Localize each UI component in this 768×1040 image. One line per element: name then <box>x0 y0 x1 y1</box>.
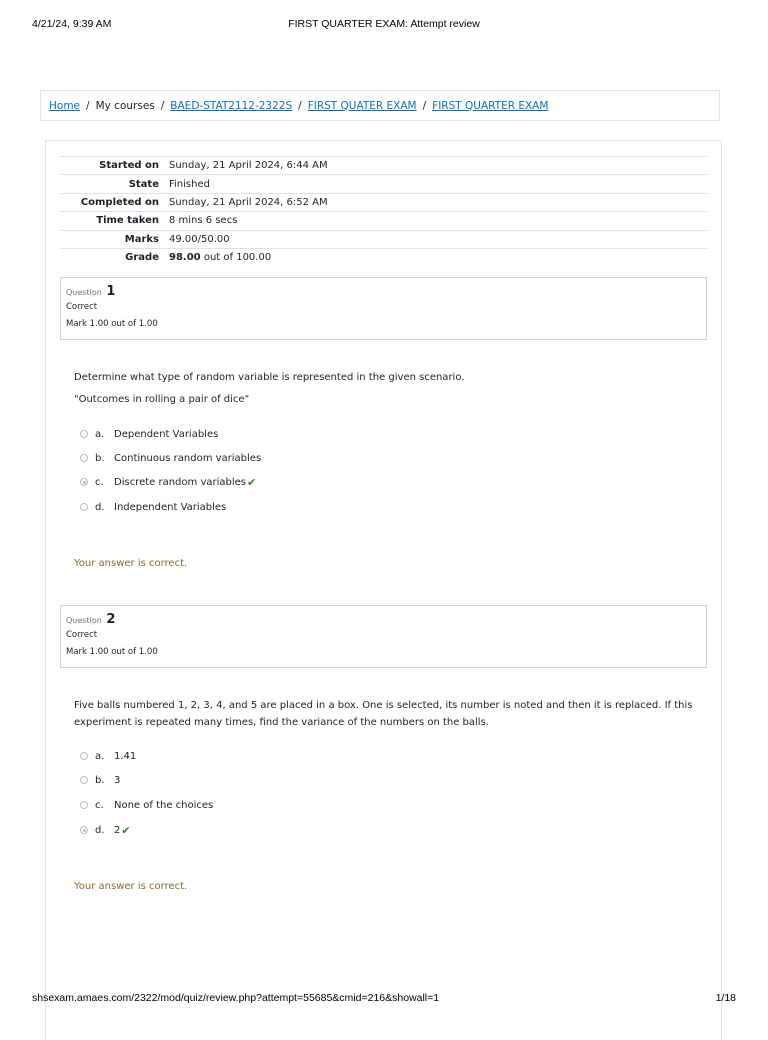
question-state: Correct <box>66 630 98 640</box>
summary-label: Time taken <box>96 215 159 227</box>
option-letter: a. <box>95 428 105 440</box>
summary-value: Sunday, 21 April 2024, 6:44 AM <box>169 160 328 172</box>
radio-button-checked[interactable] <box>80 478 88 486</box>
radio-button[interactable] <box>80 776 88 784</box>
radio-button[interactable] <box>80 503 88 511</box>
print-header <box>32 18 736 32</box>
summary-label: Grade <box>125 252 159 264</box>
option-letter: d. <box>95 501 105 513</box>
option-text: Continuous random variables <box>114 452 262 464</box>
breadcrumb-section-link[interactable]: FIRST QUATER EXAM <box>307 99 417 112</box>
main-content-panel <box>45 140 722 1040</box>
question-label: Question <box>66 288 102 297</box>
radio-button-checked[interactable] <box>80 826 88 834</box>
option-letter: b. <box>95 452 105 464</box>
question-number <box>66 612 701 627</box>
question-text: Determine what type of random variable is represented in the given scenario. <box>74 372 465 383</box>
option-text: Independent Variables <box>114 501 227 513</box>
grade-suffix: out of 100.00 <box>203 252 272 264</box>
print-date: 4/21/24, 9:39 AM <box>32 18 112 30</box>
breadcrumb-separator: / <box>298 99 302 112</box>
summary-row-started <box>60 157 707 175</box>
question-text: Five balls numbered 1, 2, 3, 4, and 5 are placed in a box. One is selected, its number is noted and then it is replaced. If this experiment is repeated many times, find the variance of the numbers on the balls. <box>74 700 693 728</box>
option-text: None of the choices <box>114 799 214 811</box>
summary-value: 49.00/50.00 <box>169 233 230 245</box>
option-text: 2 <box>114 824 121 836</box>
breadcrumb-separator: / <box>160 99 165 112</box>
answer-option[interactable] <box>80 450 261 466</box>
print-url: shsexam.amaes.com/2322/mod/quiz/review.php?attempt=55685&cmid=216&showall=1 <box>32 992 440 1004</box>
print-footer <box>32 992 736 1006</box>
summary-row-completed <box>60 193 707 211</box>
summary-value <box>169 248 707 266</box>
breadcrumb-separator: / <box>422 99 427 112</box>
print-title: FIRST QUARTER EXAM: Attempt review <box>288 18 480 30</box>
check-icon: ✔ <box>121 823 131 837</box>
answer-option[interactable] <box>80 426 218 442</box>
question-feedback: Your answer is correct. <box>74 558 188 569</box>
summary-row-state <box>60 175 707 193</box>
summary-label: Completed on <box>80 196 159 208</box>
summary-row-grade <box>60 248 707 266</box>
answer-option[interactable] <box>80 499 226 515</box>
question-info-box <box>60 277 707 340</box>
breadcrumb <box>40 90 720 121</box>
question-number <box>66 284 701 299</box>
question-feedback: Your answer is correct. <box>74 881 188 892</box>
option-letter: c. <box>95 799 104 811</box>
question-number-value: 1 <box>106 284 116 299</box>
page-number: 1/18 <box>715 992 736 1004</box>
radio-button[interactable] <box>80 430 88 438</box>
answer-option-selected[interactable] <box>80 822 131 838</box>
breadcrumb-separator: / <box>86 99 90 112</box>
option-text: 1.41 <box>114 750 137 762</box>
radio-button[interactable] <box>80 752 88 760</box>
check-icon: ✔ <box>247 475 257 489</box>
summary-value: 8 mins 6 secs <box>169 215 238 227</box>
option-text: Discrete random variables <box>114 476 246 488</box>
option-text: 3 <box>114 774 121 786</box>
answer-option[interactable] <box>80 748 136 764</box>
grade-value: 98.00 <box>169 252 201 264</box>
question-grade: Mark 1.00 out of 1.00 <box>66 647 158 657</box>
radio-button[interactable] <box>80 454 88 462</box>
question-info-box <box>60 605 707 668</box>
option-text: Dependent Variables <box>114 428 219 440</box>
attempt-summary-table <box>60 156 707 267</box>
question-grade: Mark 1.00 out of 1.00 <box>66 319 158 329</box>
answer-option-selected[interactable] <box>80 474 256 490</box>
option-letter: b. <box>95 774 105 786</box>
answer-option[interactable] <box>80 797 213 813</box>
answer-option[interactable] <box>80 772 120 788</box>
question-scenario-text: "Outcomes in rolling a pair of dice" <box>74 394 250 405</box>
summary-row-time-taken <box>60 212 707 230</box>
question-number-value: 2 <box>106 612 116 627</box>
option-letter: d. <box>95 824 105 836</box>
summary-row-marks <box>60 230 707 248</box>
question-label: Question <box>66 616 102 625</box>
summary-label: Marks <box>124 233 159 245</box>
summary-value: Finished <box>169 178 210 190</box>
breadcrumb-course-link[interactable]: BAED-STAT2112-2322S <box>170 99 293 112</box>
summary-label: State <box>128 178 159 190</box>
question-state: Correct <box>66 302 98 312</box>
breadcrumb-quiz-link[interactable]: FIRST QUARTER EXAM <box>432 99 549 112</box>
breadcrumb-my-courses: My courses <box>95 99 155 112</box>
summary-value: Sunday, 21 April 2024, 6:52 AM <box>169 196 328 208</box>
breadcrumb-home-link[interactable]: Home <box>49 99 81 112</box>
summary-label: Started on <box>99 160 159 172</box>
radio-button[interactable] <box>80 801 88 809</box>
option-letter: c. <box>95 476 104 488</box>
option-letter: a. <box>95 750 105 762</box>
